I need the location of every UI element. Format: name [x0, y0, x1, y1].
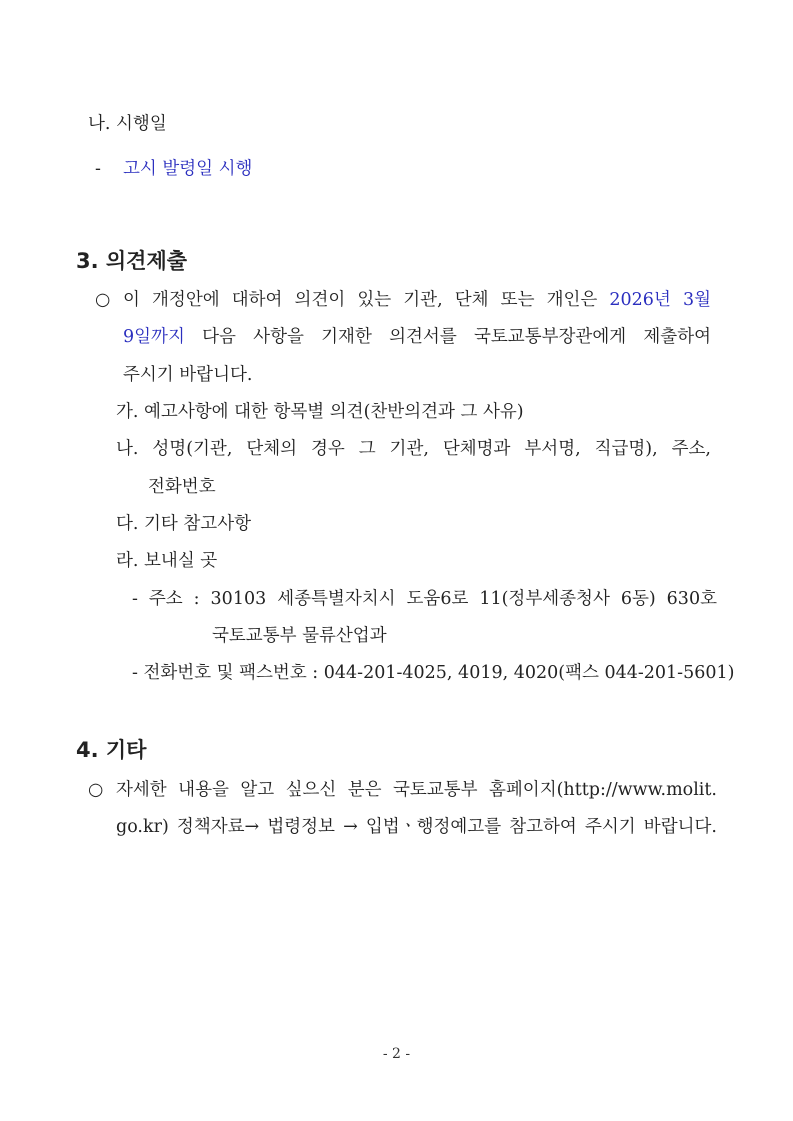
section3-paragraph-line2: [123, 325, 711, 349]
section3-paragraph-line3: 주시기 바랍니다.: [123, 365, 253, 385]
section3-bullet: ○: [95, 290, 111, 310]
deadline-date-part2: 9일까지: [123, 327, 185, 347]
deadline-date-part1: 2026년 3월: [609, 290, 711, 310]
address-line1: - 주소 : 30103 세종특별자치시 도움6로 11(정부세종청사 6동) 630호: [132, 589, 717, 609]
section4-bullet: ○: [88, 780, 104, 800]
item-na-line1: 나. 성명(기관, 단체의 경우 그 기관, 단체명과 부서명, 직급명), 주소,: [116, 439, 711, 459]
section-na-text: 고시 발령일 시행: [123, 159, 253, 179]
item-ga: 가. 예고사항에 대한 항목별 의견(찬반의견과 그 사유): [116, 402, 524, 422]
item-ra: 라. 보내실 곳: [116, 551, 218, 571]
section4-line1: 자세한 내용을 알고 싶으신 분은 국토교통부 홈페이지(http://www.molit.: [116, 780, 717, 800]
section3-heading: 3. 의견제출: [76, 249, 188, 273]
section4-line2: go.kr) 정책자료→ 법령정보 → 입법ㆍ행정예고를 참고하여 주시기 바랍니다.: [116, 817, 717, 837]
phone-fax-line: - 전화번호 및 팩스번호 : 044-201-4025, 4019, 4020(팩스 044-201-5601): [132, 663, 735, 683]
section3-paragraph-line1: [123, 288, 711, 312]
section4-heading: 4. 기타: [76, 738, 147, 762]
section-na-dash: -: [95, 159, 101, 179]
section-na-label: 나. 시행일: [88, 114, 167, 134]
item-na-line2: 전화번호: [148, 477, 216, 497]
section3-paragraph-text: 다음 사항을 기재한 의견서를 국토교통부장관에게 제출하여: [184, 327, 711, 347]
section3-paragraph-text: 이 개정안에 대하여 의견이 있는 기관, 단체 또는 개인은: [123, 290, 610, 310]
address-line2: 국토교통부 물류산업과: [212, 626, 387, 646]
page-number: - 2 -: [382, 1046, 411, 1062]
item-da: 다. 기타 참고사항: [116, 514, 252, 534]
